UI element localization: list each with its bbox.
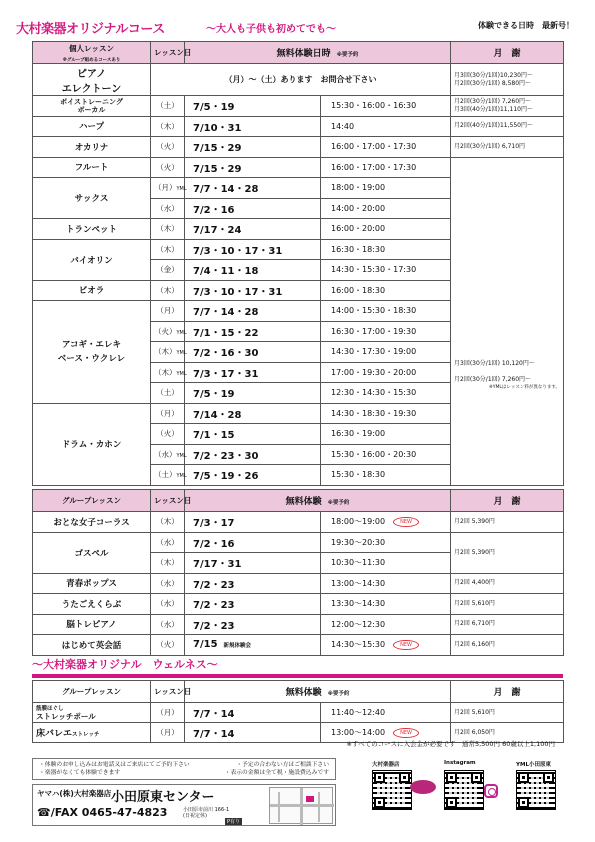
trial-dates: 7/2・16 bbox=[185, 198, 321, 219]
qr-code-instagram[interactable] bbox=[444, 770, 484, 810]
new-badge: NEW bbox=[393, 517, 419, 527]
trial-times: 14:40 bbox=[321, 116, 451, 137]
monthly-fee: 月2回(30分/1回) 7,260円～ 月3回(40分/1回)11,110円～ bbox=[451, 96, 564, 117]
trial-times: 14:00・15:30・18:30 bbox=[321, 301, 451, 322]
trial-dates: 7/3・10・17・31 bbox=[185, 239, 321, 260]
trial-dates: 7/2・23・30 bbox=[185, 444, 321, 465]
monthly-fee: 月2回 6,050円 bbox=[451, 723, 564, 743]
group-lesson-table bbox=[32, 489, 564, 656]
trial-times: 16:30・18:30 bbox=[321, 239, 451, 260]
trial-dates: 7/3・10・17・31 bbox=[185, 280, 321, 301]
page-footer bbox=[32, 758, 563, 828]
trial-times: 16:00・20:00 bbox=[321, 219, 451, 240]
col-lesson-day: レッスン日 bbox=[151, 681, 185, 703]
trial-times: 14:30・17:30・19:00 bbox=[321, 342, 451, 363]
new-badge: NEW bbox=[393, 640, 419, 650]
lesson-day: （木） bbox=[151, 280, 185, 301]
lesson-name: 床バレエストレッチ bbox=[33, 723, 151, 743]
lesson-day: （土） bbox=[151, 96, 185, 117]
trial-dates: 7/17・31 bbox=[185, 553, 321, 574]
trial-dates: 7/3・17 bbox=[185, 512, 321, 533]
trial-times: 19:30～20:30 bbox=[321, 532, 451, 553]
lesson-name: ピアノ エレクトーン bbox=[33, 64, 151, 96]
lesson-name: バイオリン bbox=[33, 239, 151, 280]
monthly-fee: 月3回(30分/1回)10,230円～ 月2回(30分/1回) 8,580円～ bbox=[451, 64, 564, 96]
monthly-fee: 月2回 6,710円 bbox=[451, 614, 564, 635]
trial-times: 12:00～12:30 bbox=[321, 614, 451, 635]
lesson-name: 筋膜ほぐし ストレッチポール bbox=[33, 703, 151, 723]
trial-dates: 7/1・15・22 bbox=[185, 321, 321, 342]
page-header bbox=[16, 12, 582, 38]
lesson-name: ボイストレーニング ボーカル bbox=[33, 96, 151, 117]
col-lesson-type: グループレッスン bbox=[33, 681, 151, 703]
trial-dates: 7/15 新規体験会 bbox=[185, 635, 321, 656]
lesson-day: （木）YML bbox=[151, 362, 185, 383]
lesson-name: アコギ・エレキ ベース・ウクレレ bbox=[33, 301, 151, 404]
monthly-fee: 月2回 5,610円 bbox=[451, 703, 564, 723]
shop-info bbox=[32, 784, 336, 826]
qr-label-instagram: Instagram bbox=[444, 760, 476, 766]
lesson-day: （月） bbox=[151, 301, 185, 322]
lesson-name: ドラム・カホン bbox=[33, 403, 151, 485]
lesson-day: （木） bbox=[151, 553, 185, 574]
lesson-day: （月） bbox=[151, 703, 185, 723]
trial-times: 16:00・17:00・17:30 bbox=[321, 157, 451, 178]
trial-times: 15:30・16:00・20:30 bbox=[321, 444, 451, 465]
trial-times: 13:30～14:30 bbox=[321, 594, 451, 615]
trial-times: 12:30・14:30・15:30 bbox=[321, 383, 451, 404]
trial-dates: 7/15・29 bbox=[185, 137, 321, 158]
lesson-day: （土） bbox=[151, 383, 185, 404]
trial-times: 14:30・15:30・17:30 bbox=[321, 260, 451, 281]
lesson-name: ゴスペル bbox=[33, 532, 151, 573]
lesson-name: ビオラ bbox=[33, 280, 151, 301]
lesson-day: （月） bbox=[151, 723, 185, 743]
lesson-name: オカリナ bbox=[33, 137, 151, 158]
trial-dates: 7/2・16 bbox=[185, 532, 321, 553]
trial-dates: 7/2・23 bbox=[185, 573, 321, 594]
lesson-day: （木） bbox=[151, 219, 185, 240]
qr-code-yml[interactable] bbox=[516, 770, 556, 810]
trial-dates: 7/2・23 bbox=[185, 614, 321, 635]
trial-dates: 7/2・23 bbox=[185, 594, 321, 615]
monthly-fee-shared: 月3回(30分/1回) 10,120円～ 月2回(30分/1回) 7,260円～ ※YMLはレッスン料が異なります。 bbox=[451, 157, 564, 485]
trial-times: 10:30～11:30 bbox=[321, 553, 451, 574]
lesson-day: （月） bbox=[151, 403, 185, 424]
trial-times: 14:30～15:30 NEW bbox=[321, 635, 451, 656]
trial-times: 18:00・19:00 bbox=[321, 178, 451, 199]
lesson-day: （火） bbox=[151, 635, 185, 656]
page-title: 大村楽器オリジナルコース bbox=[16, 22, 165, 37]
col-monthly-fee: 月 謝 bbox=[451, 42, 564, 64]
col-trial-datetime: 無料体験 ※要予約 bbox=[185, 490, 451, 512]
col-lesson-type: 個人レッスン ※グループ組めるコースあり bbox=[33, 42, 151, 64]
lesson-name: ハープ bbox=[33, 116, 151, 137]
lesson-day: （木）YML bbox=[151, 342, 185, 363]
lesson-name: 脳トレピアノ bbox=[33, 614, 151, 635]
trial-dates: 7/7・14 bbox=[185, 703, 321, 723]
lesson-name: サックス bbox=[33, 178, 151, 219]
qr-label-yml: YML小田原東 bbox=[516, 762, 551, 768]
col-monthly-fee: 月 謝 bbox=[451, 490, 564, 512]
trial-times: 16:00・18:30 bbox=[321, 280, 451, 301]
shop-label: ヤマハ(株)大村楽器店 bbox=[37, 789, 112, 798]
wellness-table bbox=[32, 680, 564, 743]
instagram-icon bbox=[484, 784, 498, 798]
monthly-fee: 月2回 4,400円 bbox=[451, 573, 564, 594]
lesson-day: （土）YML bbox=[151, 465, 185, 486]
individual-lesson-table bbox=[32, 41, 564, 486]
lesson-name: フルート bbox=[33, 157, 151, 178]
trial-dates: 7/5・19 bbox=[185, 383, 321, 404]
col-monthly-fee: 月 謝 bbox=[451, 681, 564, 703]
monthly-fee: 月2回 5,390円 bbox=[451, 532, 564, 573]
lesson-day: （月）YML bbox=[151, 178, 185, 199]
parking-badge: P有り bbox=[227, 819, 241, 825]
shop-name: 小田原東センター bbox=[111, 790, 215, 805]
trial-info: （月）～（土）あります お問合せ下さい bbox=[151, 64, 451, 96]
page-subtitle: ～大人も子供も初めてでも～ bbox=[206, 24, 336, 35]
trial-dates: 7/15・29 bbox=[185, 157, 321, 178]
qr-label-shop: 大村楽器店 bbox=[372, 762, 400, 768]
monthly-fee: 月2回(40分/1回)11,550円～ bbox=[451, 116, 564, 137]
notice-box: ・体験のお申し込みはお電話又はご来店にてご予約下さい ・予定の合わない方はご相談下さい ・楽器がなくても体験できます ・表示の金額は全て税・施設費込みです bbox=[32, 758, 336, 780]
lesson-day: （火） bbox=[151, 424, 185, 445]
trial-times: 18:00～19:00 NEW bbox=[321, 512, 451, 533]
lesson-day: （水） bbox=[151, 532, 185, 553]
col-lesson-type: グループレッスン bbox=[33, 490, 151, 512]
lesson-day: （水）YML bbox=[151, 444, 185, 465]
lesson-name: うたごえくらぶ bbox=[33, 594, 151, 615]
trial-times: 13:00～14:30 bbox=[321, 573, 451, 594]
trial-dates: 7/7・14・28 bbox=[185, 178, 321, 199]
trial-times: 15:30・16:00・16:30 bbox=[321, 96, 451, 117]
lesson-name: おとな女子コーラス bbox=[33, 512, 151, 533]
shop-phone[interactable]: ☎/FAX 0465-47-4823 bbox=[37, 806, 168, 819]
trial-dates: 7/7・14・28 bbox=[185, 301, 321, 322]
trial-dates: 7/7・14 bbox=[185, 723, 321, 743]
trial-dates: 7/1・15 bbox=[185, 424, 321, 445]
trial-times: 16:30・17:00・19:30 bbox=[321, 321, 451, 342]
lesson-name: 青春ポップス bbox=[33, 573, 151, 594]
wellness-title: ～大村楽器オリジナル ウェルネス～ bbox=[32, 658, 218, 671]
trial-dates: 7/5・19・26 bbox=[185, 465, 321, 486]
access-map bbox=[269, 787, 333, 824]
trial-times: 16:30・19:00 bbox=[321, 424, 451, 445]
lesson-day: （火） bbox=[151, 157, 185, 178]
trial-dates: 7/4・11・18 bbox=[185, 260, 321, 281]
trial-times: 16:00・17:00・17:30 bbox=[321, 137, 451, 158]
monthly-fee: 月2回 6,160円 bbox=[451, 635, 564, 656]
lesson-day: （木） bbox=[151, 239, 185, 260]
lesson-day: （木） bbox=[151, 116, 185, 137]
trial-dates: 7/14・28 bbox=[185, 403, 321, 424]
enrollment-fee-note: ※すべてのコースに入会金が必要です 通常5,500円 60歳以上1,100円 bbox=[346, 740, 555, 748]
trial-dates: 7/2・16・30 bbox=[185, 342, 321, 363]
lesson-day: （火）YML bbox=[151, 321, 185, 342]
lesson-day: （水） bbox=[151, 614, 185, 635]
col-lesson-day: レッスン日 bbox=[151, 490, 185, 512]
wellness-divider bbox=[32, 674, 563, 678]
lesson-day: （木） bbox=[151, 512, 185, 533]
lesson-day: （水） bbox=[151, 573, 185, 594]
lesson-day: （火） bbox=[151, 137, 185, 158]
trial-times: 15:30・18:30 bbox=[321, 465, 451, 486]
new-badge: NEW bbox=[393, 728, 419, 738]
trial-dates: 7/10・31 bbox=[185, 116, 321, 137]
col-trial-datetime: 無料体験日時 ※要予約 bbox=[185, 42, 451, 64]
lesson-name: トランペット bbox=[33, 219, 151, 240]
lesson-name: はじめて英会話 bbox=[33, 635, 151, 656]
trial-times: 17:00・19:30・20:00 bbox=[321, 362, 451, 383]
col-trial-datetime: 無料体験 ※要予約 bbox=[185, 681, 451, 703]
shop-address: 小田原市前川 166-1 (日祝定休) bbox=[183, 807, 230, 819]
monthly-fee: 月2回 5,390円 bbox=[451, 512, 564, 533]
edition-label: 体験できる日時 最新号！ bbox=[478, 21, 574, 30]
trial-dates: 7/5・19 bbox=[185, 96, 321, 117]
trial-times: 11:40～12:40 bbox=[321, 703, 451, 723]
col-lesson-day: レッスン日 bbox=[151, 42, 185, 64]
trial-times: 14:30・18:30・19:30 bbox=[321, 403, 451, 424]
trial-dates: 7/17・24 bbox=[185, 219, 321, 240]
trial-dates: 7/3・17・31 bbox=[185, 362, 321, 383]
lesson-day: （金） bbox=[151, 260, 185, 281]
trial-times: 14:00・20:00 bbox=[321, 198, 451, 219]
monthly-fee: 月2回(30分/1回) 6,710円 bbox=[451, 137, 564, 158]
shop-logo-icon bbox=[410, 780, 436, 794]
trial-times: 13:00～14:00 NEW bbox=[321, 723, 451, 743]
monthly-fee: 月2回 5,610円 bbox=[451, 594, 564, 615]
qr-code-shop[interactable] bbox=[372, 770, 412, 810]
lesson-day: （水） bbox=[151, 594, 185, 615]
lesson-day: （水） bbox=[151, 198, 185, 219]
